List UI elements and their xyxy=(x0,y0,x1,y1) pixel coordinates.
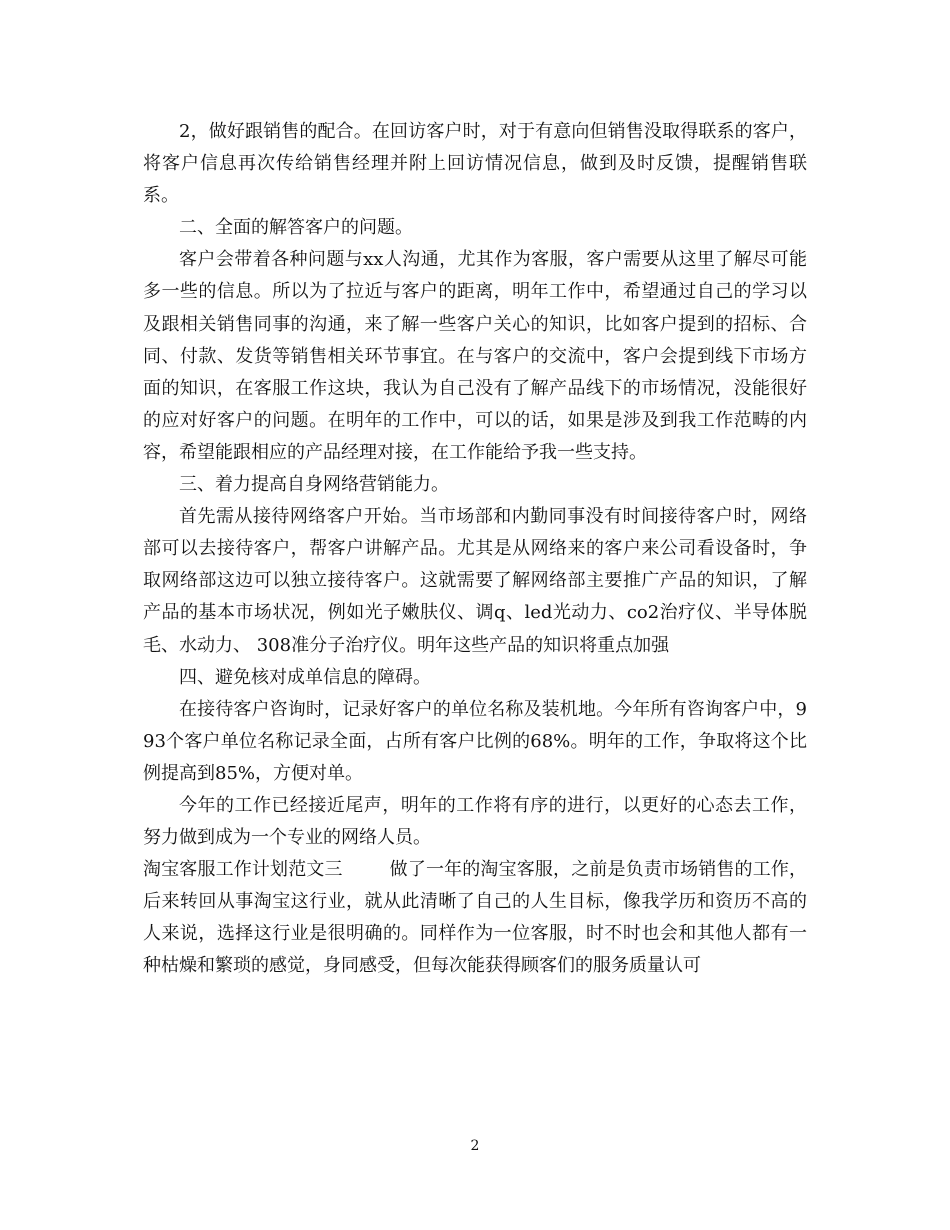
paragraph-customer-records: 在接待客户咨询时，记录好客户的单位名称及装机地。今年所有咨询客户中，993个客户单位名称记录全面，占所有客户比例的68%。明年的工作，争取将这个比例提高到85%，方便对单。 xyxy=(143,698,807,784)
paragraph-section-three xyxy=(143,854,807,982)
paragraph-year-end: 今年的工作已经接近尾声，明年的工作将有序的进行，以更好的心态去工作，努力做到成为一个专业的网络人员。 xyxy=(143,794,807,849)
section-gap xyxy=(343,859,390,880)
paragraph-network-customers: 首先需从接待网络客户开始。当市场部和内勤同事没有时间接待客户时，网络部可以去接待客户，帮客户讲解产品。尤其是从网络来的客户来公司看设备时，争取网络部这边可以独立接待客户。这就需要了解网络部主要推广产品的知识，了解产品的基本市场状况，例如光子嫩肤仪、调q、led光动力、co2治疗仪、半导体脱毛、水动力、 308准分子治疗仪。明年这些产品的知识将重点加强 xyxy=(143,506,807,656)
heading-avoid-obstacles: 四、避免核对成单信息的障碍。 xyxy=(179,666,431,688)
page-number: 2 xyxy=(470,1138,480,1154)
heading-answer-questions: 二、全面的解答客户的问题。 xyxy=(179,217,413,239)
section-text: 做了一年的淘宝客服，之前是负责市场销售的工作，后来转回从事淘宝这行业，就从此清晰了自己的人生目标，像我学历和资历不高的人来说，选择这行业是很明确的。同样作为一位客服，时不时也会和其他人都有一种枯燥和繁琐的感觉，身同感受，但每次能获得顾客们的服务质量认可 xyxy=(143,859,808,977)
document-body xyxy=(143,116,807,983)
heading-improve-marketing: 三、着力提高自身网络营销能力。 xyxy=(179,474,449,496)
section-title: 淘宝客服工作计划范文三 xyxy=(143,859,343,881)
paragraph-customer-questions: 客户会带着各种问题与xx人沟通，尤其作为客服，客户需要从这里了解尽可能多一些的信息。所以为了拉近与客户的距离，明年工作中，希望通过自己的学习以及跟相关销售同事的沟通，来了解一些客户关心的知识，比如客户提到的招标、合同、付款、发货等销售相关环节事宜。在与客户的交流中，客户会提到线下市场方面的知识，在客服工作这块，我认为自己没有了解产品线下的市场情况，没能很好的应对好客户的问题。在明年的工作中，可以的话，如果是涉及到我工作范畴的内容，希望能跟相应的产品经理对接，在工作能给予我一些支持。 xyxy=(143,249,807,463)
paragraph-sales-cooperation: 2，做好跟销售的配合。在回访客户时，对于有意向但销售没取得联系的客户，将客户信息再次传给销售经理并附上回访情况信息，做到及时反馈，提醒销售联系。 xyxy=(143,121,807,207)
